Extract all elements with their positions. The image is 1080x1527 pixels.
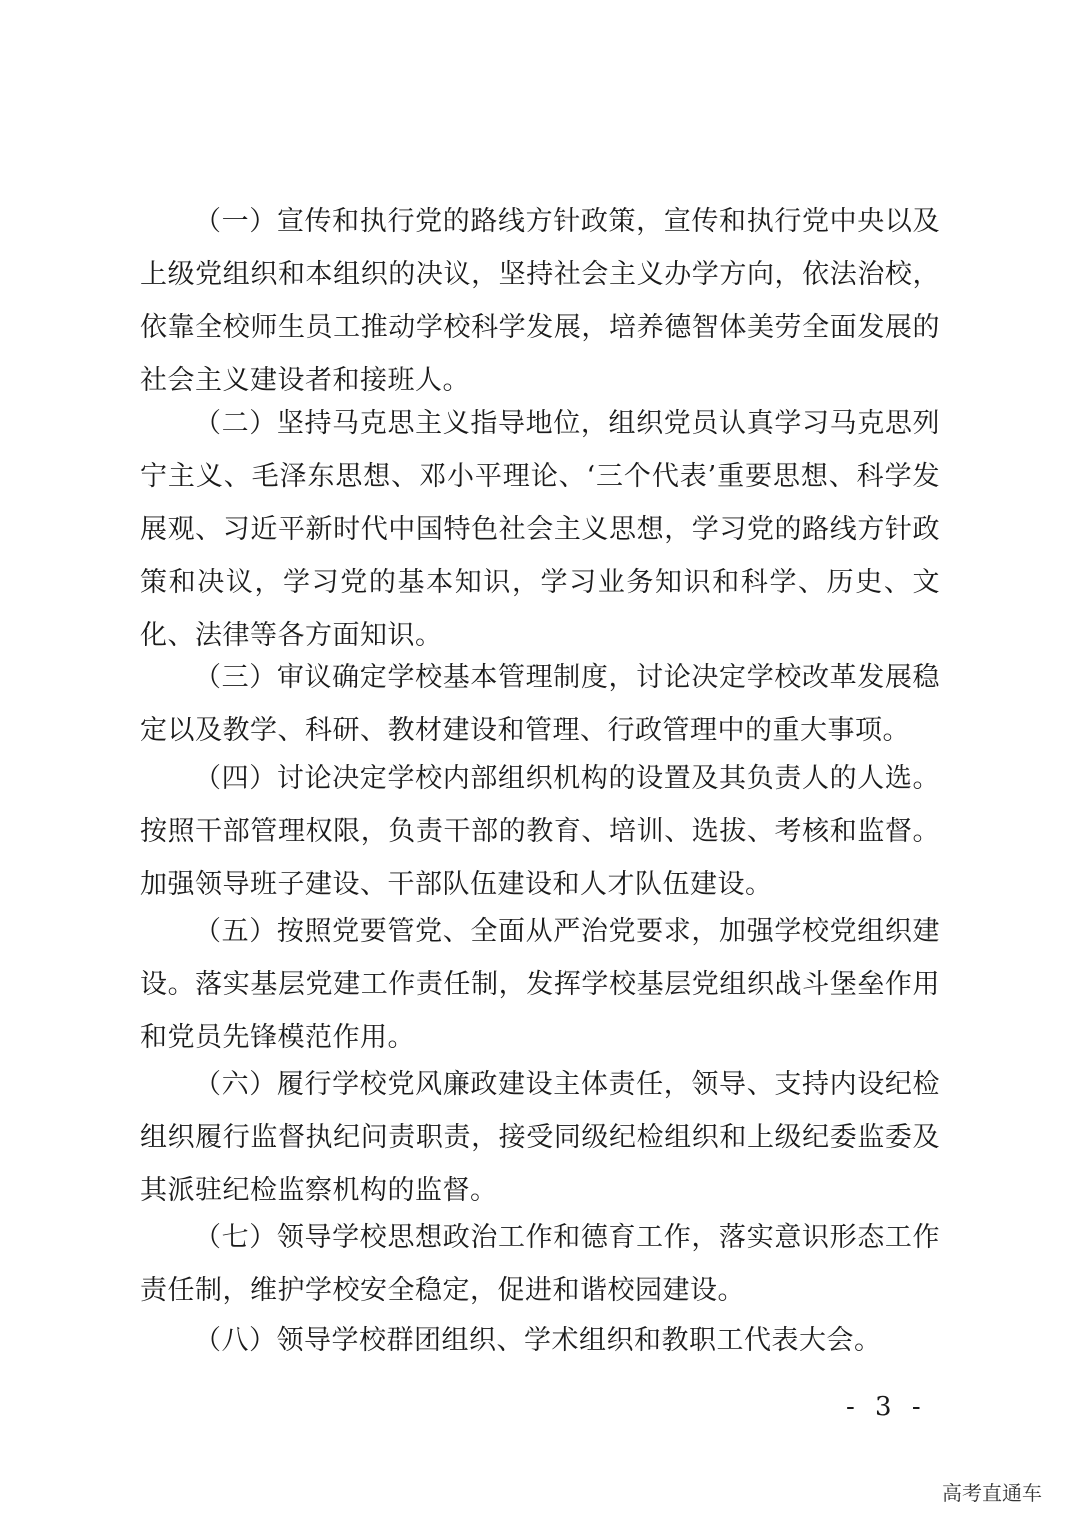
page-number: - 3 - (846, 1392, 927, 1422)
paragraph-1: （一）宣传和执行党的路线方针政策，宣传和执行党中央以及上级党组织和本组织的决议，坚持社会主义办学方向，依法治校，依靠全校师生员工推动学校科学发展，培养德智体美劳全面发展的社会主义建设者和接班人。 (140, 206, 940, 396)
paragraph-6: （六）履行学校党风廉政建设主体责任，领导、支持内设纪检组织履行监督执纪问责职责，接受同级纪检组织和上级纪委监委及其派驻纪检监察机构的监督。 (140, 1069, 940, 1206)
paragraph-8: （八）领导学校群团组织、学术组织和教职工代表大会。 (194, 1325, 882, 1356)
watermark-text: 高考直通车 (942, 1481, 1042, 1505)
paragraph-3: （三）审议确定学校基本管理制度，讨论决定学校改革发展稳定以及教学、科研、教材建设和管理、行政管理中的重大事项。 (140, 662, 940, 746)
paragraph-4: （四）讨论决定学校内部组织机构的设置及其负责人的人选。按照干部管理权限，负责干部的教育、培训、选拔、考核和监督。加强领导班子建设、干部队伍建设和人才队伍建设。 (140, 763, 940, 900)
paragraph-7: （七）领导学校思想政治工作和德育工作，落实意识形态工作责任制，维护学校安全稳定，促进和谐校园建设。 (140, 1222, 940, 1306)
paragraph-5: （五）按照党要管党、全面从严治党要求，加强学校党组织建设。落实基层党建工作责任制，发挥学校基层党组织战斗堡垒作用和党员先锋模范作用。 (140, 916, 940, 1053)
paragraph-2: （二）坚持马克思主义指导地位，组织党员认真学习马克思列宁主义、毛泽东思想、邓小平理论、‘三个代表’重要思想、科学发展观、习近平新时代中国特色社会主义思想，学习党的路线方针政策和决议，学习党的基本知识，学习业务知识和科学、历史、文化、法律等各方面知识。 (140, 408, 940, 651)
